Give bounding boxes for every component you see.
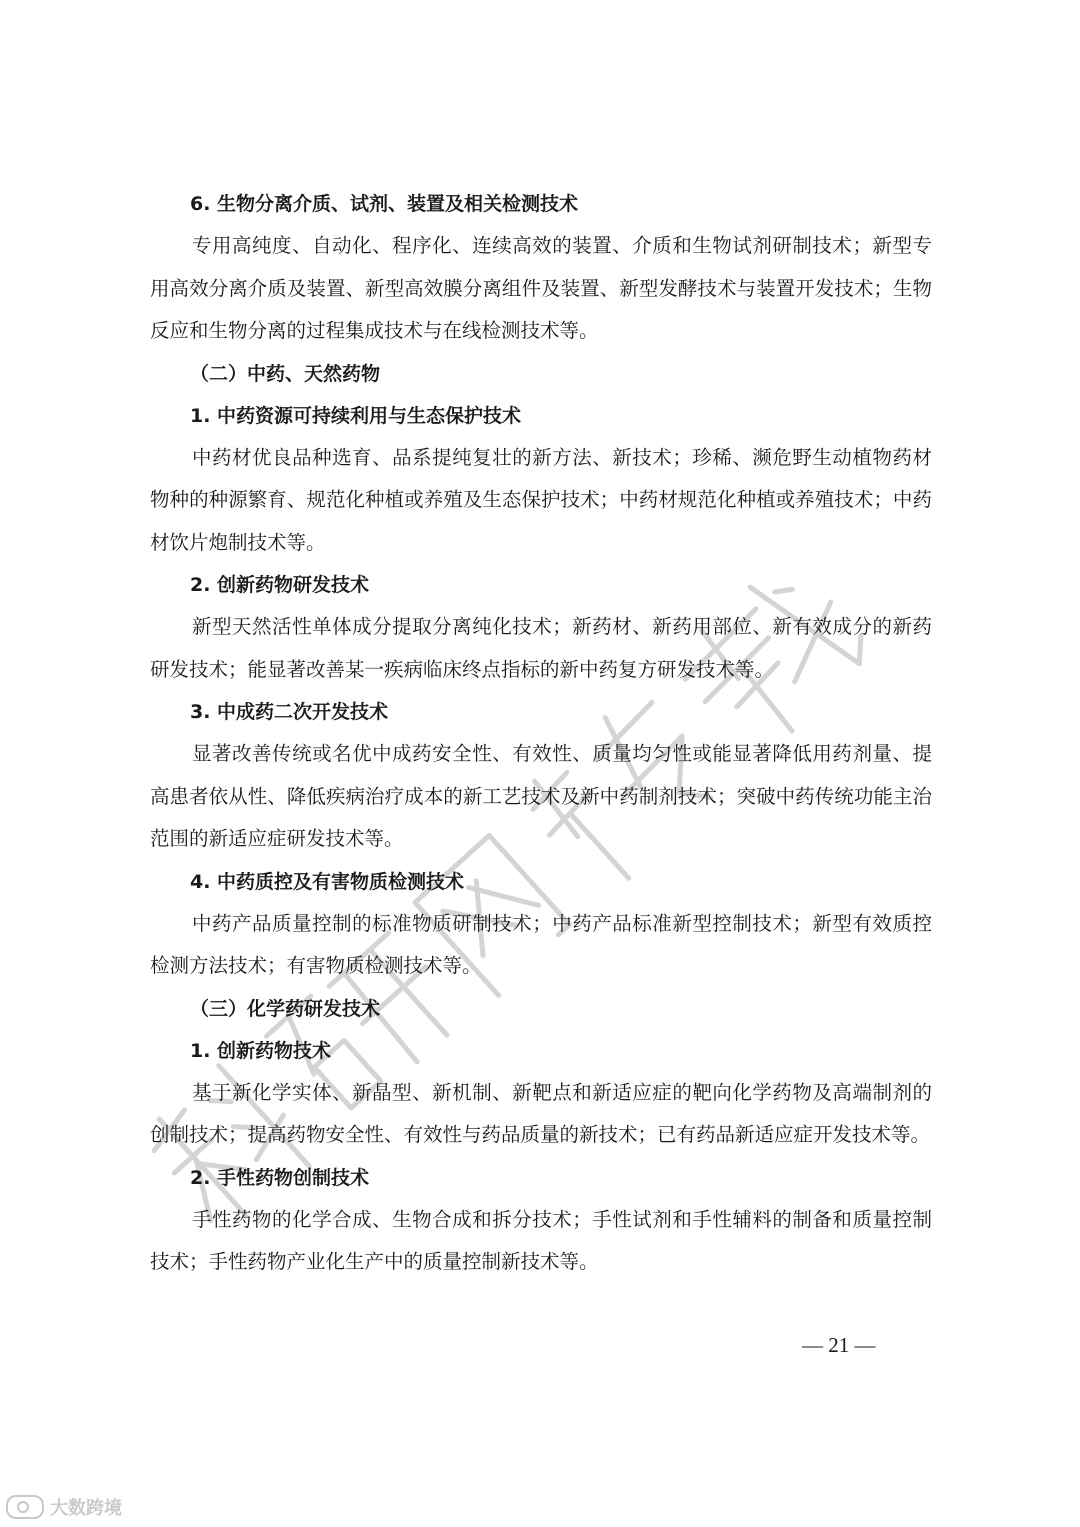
subsection-heading: 2. 创新药物研发技术 (190, 574, 370, 596)
body-paragraph: 显著改善传统或名优中成药安全性、有效性、质量均匀性或能显著降低用药剂量、提高患者依从性、降低疾病治疗成本的新工艺技术及新中药制剂技术；突破中药传统功能主治范围的新适应症研发技术等。 (150, 742, 932, 850)
body-paragraph: 新型天然活性单体成分提取分离纯化技术；新药材、新药用部位、新有效成分的新药研发技术；能显著改善某一疾病临床终点指标的新中药复方研发技术等。 (150, 615, 932, 681)
subsection-heading: 2. 手性药物创制技术 (190, 1166, 370, 1189)
subsection-heading: 6. 生物分离介质、试剂、装置及相关检测技术 (190, 193, 579, 215)
subsection-heading: 1. 中药资源可持续利用与生态保护技术 (190, 404, 522, 427)
section-heading: （二）中药、天然药物 (190, 362, 381, 385)
section-heading: （三）化学药研发技术 (190, 997, 381, 1020)
body-paragraph: 中药材优良品种选育、品系提纯复壮的新方法、新技术；珍稀、濒危野生动植物药材物种的种源繁育、规范化种植或养殖及生态保护技术；中药材规范化种植或养殖技术；中药材饮片炮制技术等。 (150, 445, 932, 554)
brand-label: 大数跨境 (50, 1498, 122, 1519)
brand-logo-icon (6, 1495, 44, 1519)
body-paragraph: 中药产品质量控制的标准物质研制技术；中药产品标准新型控制技术；新型有效质控检测方法技术；有害物质检测技术等。 (150, 911, 932, 977)
subsection-heading: 3. 中成药二次开发技术 (190, 701, 389, 723)
body-paragraph: 专用高纯度、自动化、程序化、连续高效的装置、介质和生物试剂研制技术；新型专用高效分离介质及装置、新型高效膜分离组件及装置、新型发酵技术与装置开发技术；生物反应和生物分离的过程集成技术与在线检测技术等。 (150, 234, 932, 342)
subsection-heading: 1. 创新药物技术 (190, 1039, 332, 1062)
document-body (150, 183, 932, 1284)
brand-watermark (6, 1493, 122, 1521)
body-paragraph: 基于新化学实体、新晶型、新机制、新靶点和新适应症的靶向化学药物及高端制剂的创制技术；提高药物安全性、有效性与药品质量的新技术；已有药品新适应症开发技术等。 (150, 1080, 932, 1146)
page-number: — 21 — (802, 1333, 876, 1357)
body-paragraph: 手性药物的化学合成、生物合成和拆分技术；手性试剂和手性辅料的制备和质量控制技术；手性药物产业化生产中的质量控制新技术等。 (150, 1207, 932, 1273)
subsection-heading: 4. 中药质控及有害物质检测技术 (190, 870, 465, 893)
